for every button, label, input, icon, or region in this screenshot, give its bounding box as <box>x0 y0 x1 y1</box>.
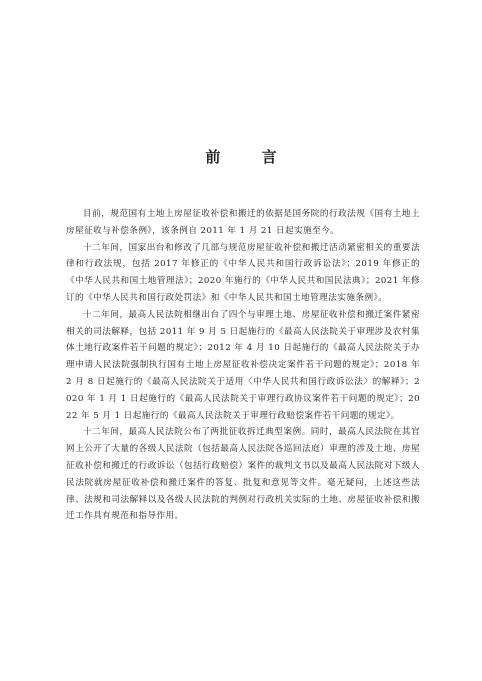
paragraph-4: 十二年间，最高人民法院公布了两批征收拆迁典型案例。同时，最高人民法院在其官网上公开了大量的各级人民法院（包括最高人民法院各巡回法庭）审理的涉及土地、房屋征收补偿和搬迁的行政诉讼（包括行政赔偿）案件的裁判文书以及最高人民法院对下级人民法院就房屋征收补偿和搬迁案件的答复、批复和意见等文件。毫无疑问，上述这些法律、法规和司法解释以及各级人民法院的判例对行政机关实际的土地、房屋征收补偿和搬迁工作具有规范和指导作用。 <box>66 427 420 522</box>
paragraph-3: 十二年间，最高人民法院相继出台了四个与审理土地、房屋征收补偿和搬迁案件紧密相关的司法解释，包括 2011 年 9 月 5 日起施行的《最高人民法院关于审理涉及农村集体土地行政案件若干问题的规定》；2012 年 4 月 10 日起施行的《最高人民法院关于办理申请人民法院强制执行国有土地上房屋征收补偿决定案件若干问题的规定》；2018 年 2 月 8 日起施行的《最高人民法院关于适用〈中华人民共和国行政诉讼法〉的解释》；2020 年 1 月 1 日起施行的《最高人民法院关于审理行政协议案件若干问题的规定》；2022 年 5 月 1 日起施行的《最高人民法院关于审理行政赔偿案件若干问题的规定》。 <box>66 309 420 421</box>
body-text <box>66 206 420 525</box>
paragraph-1: 目前，规范国有土地上房屋征收补偿和搬迁的依据是国务院的行政法规《国有土地上房屋征收与补偿条例》，该条例自 2011 年 1 月 21 日起实施至今。 <box>66 209 420 236</box>
page-title: 前 言 <box>205 148 295 166</box>
paragraph-2: 十二年间，国家出台和修改了几部与规范房屋征收补偿和搬迁活动紧密相关的重要法律和行政法规，包括 2017 年修正的《中华人民共和国行政诉讼法》；2019 年修正的《中华人民共和国土地管理法》；2020 年施行的《中华人民共和国民法典》；2021 年修订的《中华人民共和国行政处罚法》和《中华人民共和国土地管理法实施条例》。 <box>66 242 420 303</box>
